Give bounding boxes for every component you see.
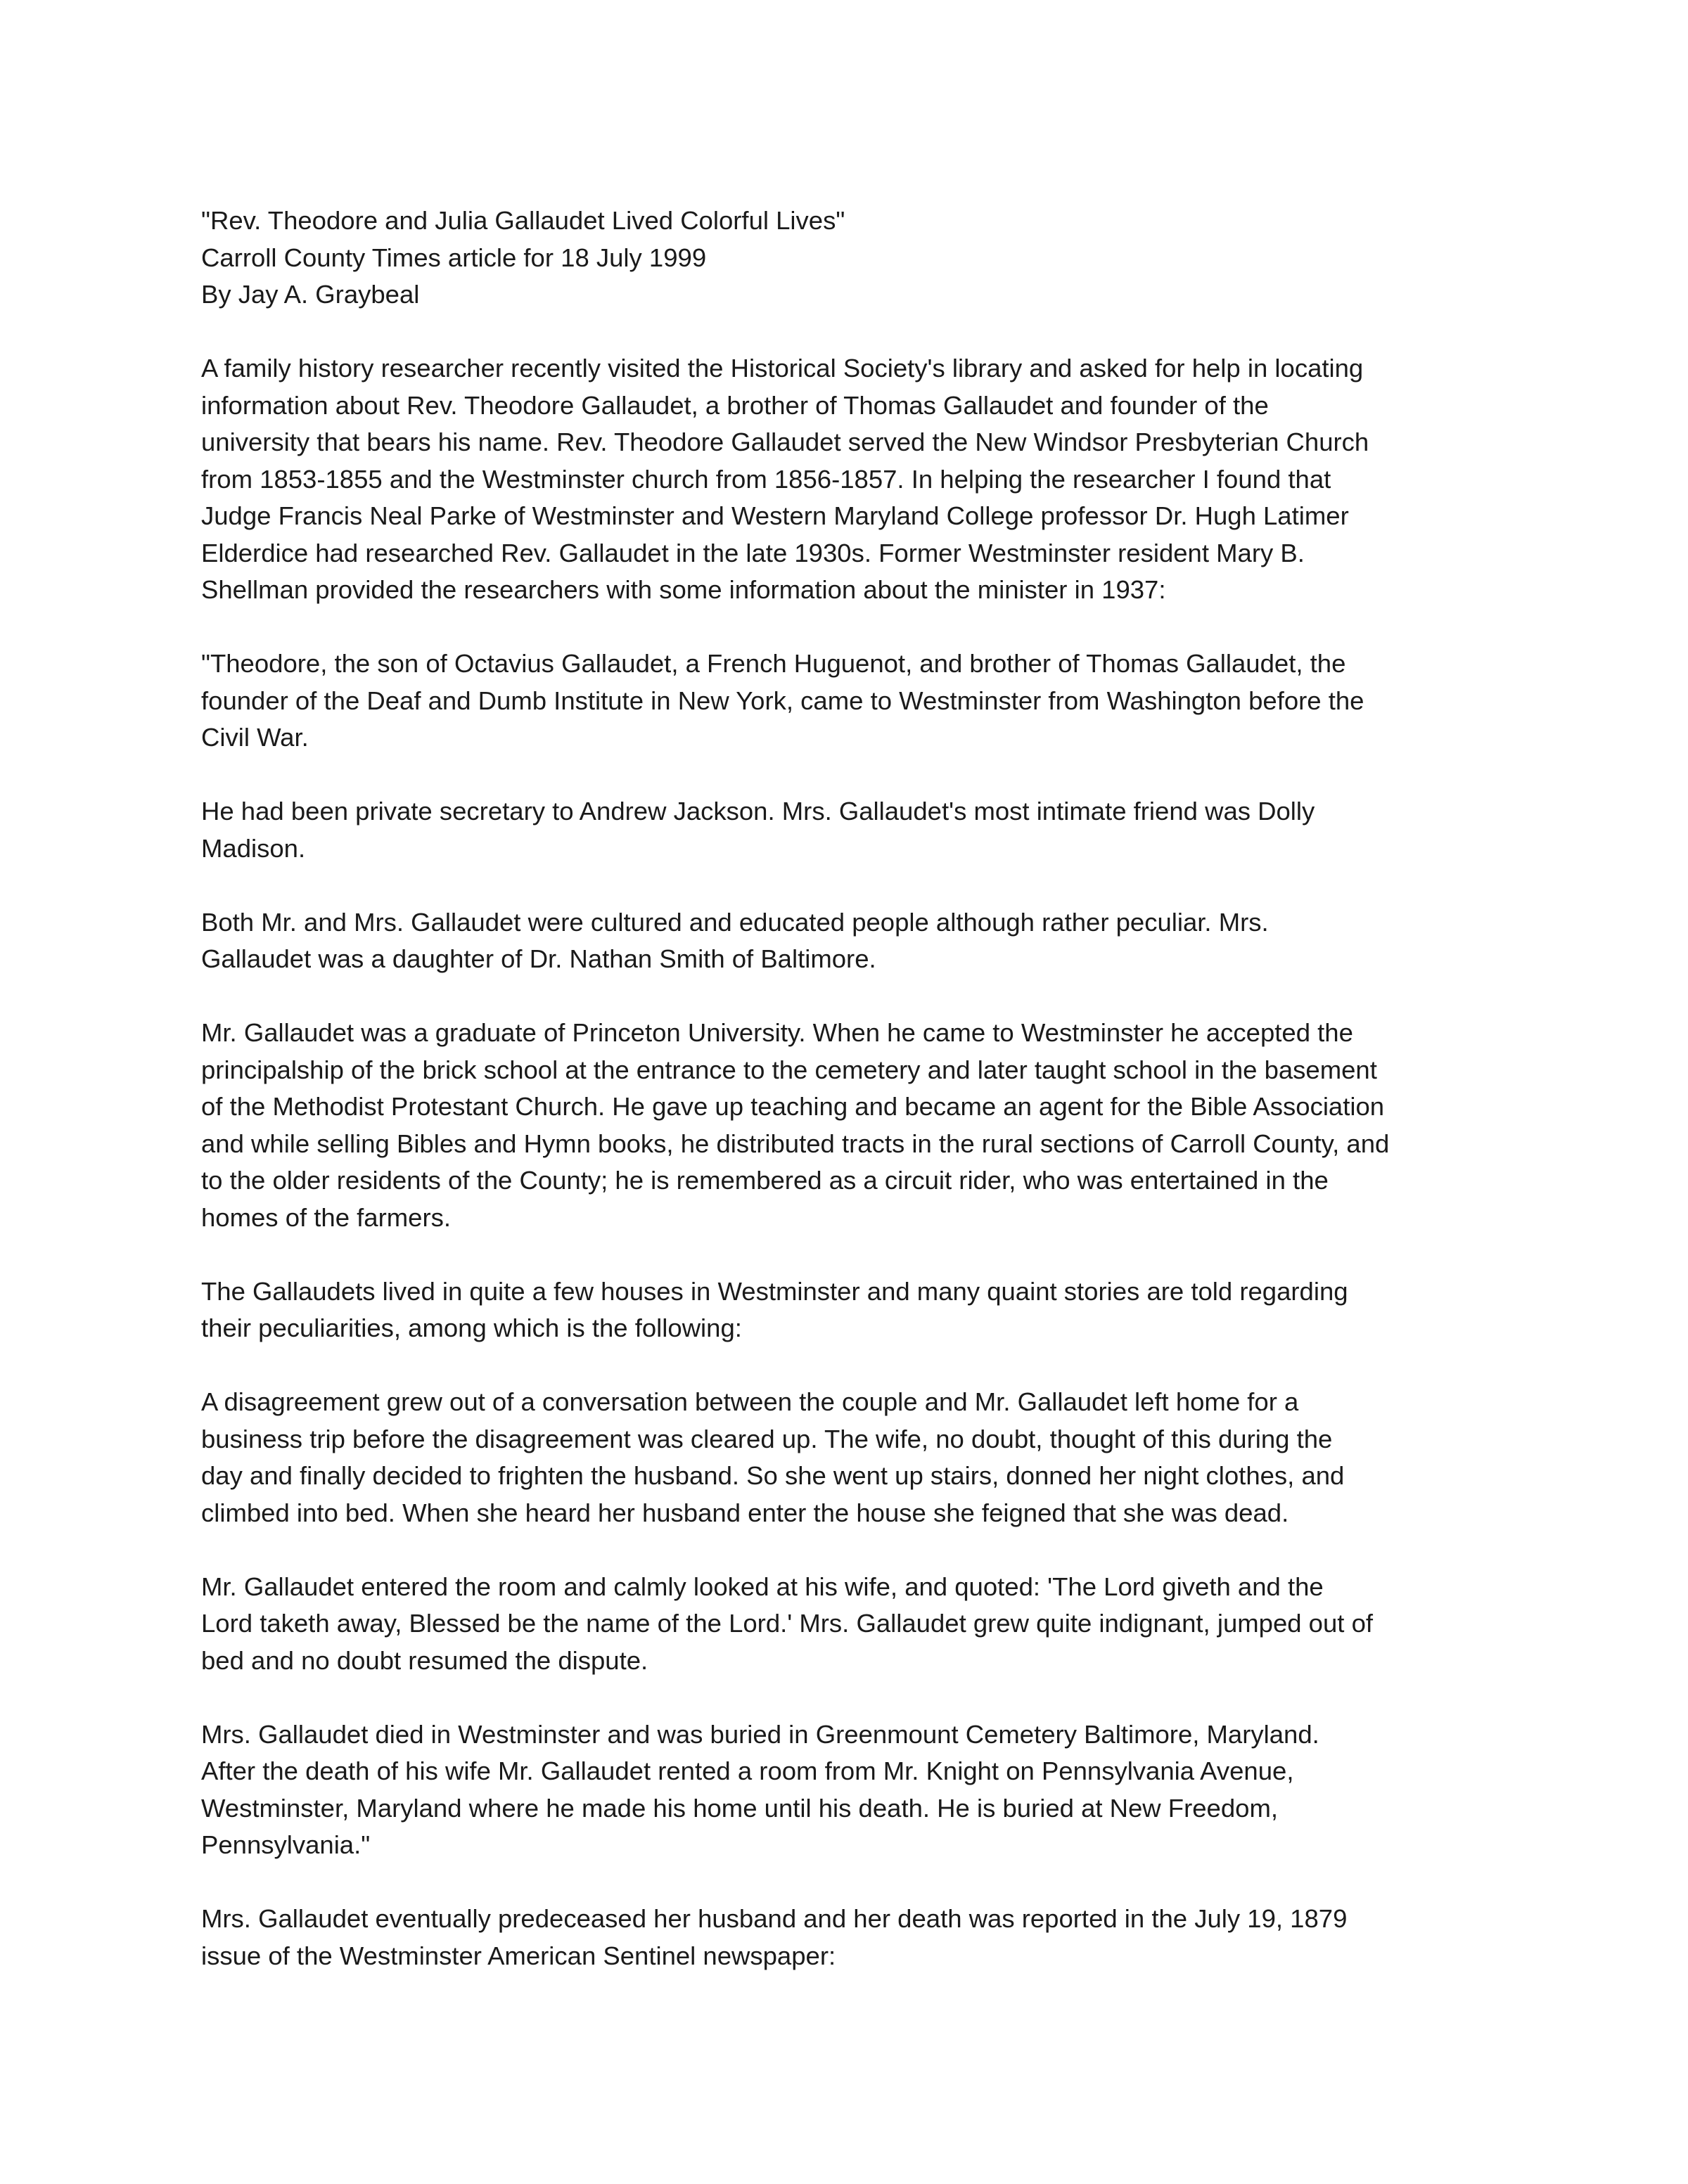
- text-line: Lord taketh away, Blessed be the name of the Lord.' Mrs. Gallaudet grew quite indignant, jumped out of: [201, 1609, 1374, 1638]
- article-body: [201, 350, 1537, 1974]
- text-line: day and finally decided to frighten the husband. So she went up stairs, donned her night clothes, and: [201, 1461, 1345, 1490]
- paragraph: [201, 1901, 1537, 1974]
- document-page: [201, 203, 1537, 2012]
- text-line: Judge Francis Neal Parke of Westminster and Western Maryland College professor Dr. Hugh Latimer: [201, 501, 1349, 530]
- text-line: business trip before the disagreement was cleared up. The wife, no doubt, thought of this during the: [201, 1424, 1333, 1453]
- article-title: "Rev. Theodore and Julia Gallaudet Lived Colorful Lives": [201, 206, 845, 235]
- article-byline: By Jay A. Graybeal: [201, 280, 420, 309]
- text-line: A family history researcher recently visited the Historical Society's library and asked for help in locating: [201, 354, 1364, 383]
- article-header: [201, 203, 1537, 314]
- text-line: Shellman provided the researchers with some information about the minister in 1937:: [201, 575, 1166, 604]
- text-line: Pennsylvania.": [201, 1830, 371, 1859]
- paragraph: [201, 1015, 1537, 1236]
- paragraph: [201, 904, 1537, 978]
- article-source: Carroll County Times article for 18 July 1999: [201, 243, 707, 272]
- text-line: issue of the Westminster American Sentinel newspaper:: [201, 1941, 836, 1970]
- text-line: After the death of his wife Mr. Gallaudet rented a room from Mr. Knight on Pennsylvania Avenue,: [201, 1756, 1294, 1785]
- text-line: Elderdice had researched Rev. Gallaudet in the late 1930s. Former Westminster resident Mary B.: [201, 538, 1305, 567]
- paragraph: [201, 1569, 1537, 1680]
- text-line: climbed into bed. When she heard her husband enter the house she feigned that she was dead.: [201, 1498, 1289, 1527]
- text-line: and while selling Bibles and Hymn books, he distributed tracts in the rural sections of Carroll County, and: [201, 1129, 1390, 1158]
- text-line: The Gallaudets lived in quite a few houses in Westminster and many quaint stories are told regarding: [201, 1276, 1348, 1306]
- text-line: Both Mr. and Mrs. Gallaudet were cultured and educated people although rather peculiar. Mrs.: [201, 907, 1269, 937]
- text-line: Civil War.: [201, 723, 309, 752]
- text-line: Mr. Gallaudet entered the room and calmly looked at his wife, and quoted: 'The Lord giveth and the: [201, 1572, 1324, 1601]
- text-line: Madison.: [201, 833, 306, 863]
- text-line: Mrs. Gallaudet died in Westminster and was buried in Greenmount Cemetery Baltimore, Maryland.: [201, 1719, 1319, 1749]
- text-line: university that bears his name. Rev. Theodore Gallaudet served the New Windsor Presbyterian Church: [201, 428, 1369, 456]
- text-line: "Theodore, the son of Octavius Gallaudet, a French Huguenot, and brother of Thomas Gallaudet, the: [201, 649, 1346, 678]
- text-line: Mrs. Gallaudet eventually predeceased her husband and her death was reported in the July 19, 1879: [201, 1904, 1348, 1933]
- text-line: information about Rev. Theodore Gallaudet, a brother of Thomas Gallaudet and founder of the: [201, 390, 1269, 420]
- text-line: of the Methodist Protestant Church. He gave up teaching and became an agent for the Bible Association: [201, 1092, 1385, 1121]
- paragraph: [201, 350, 1537, 609]
- text-line: principalship of the brick school at the entrance to the cemetery and later taught school in the basement: [201, 1055, 1377, 1084]
- text-line: A disagreement grew out of a conversation between the couple and Mr. Gallaudet left home for a: [201, 1387, 1299, 1416]
- paragraph: [201, 1716, 1537, 1864]
- text-line: to the older residents of the County; he is remembered as a circuit rider, who was entertained in the: [201, 1166, 1329, 1195]
- text-line: Westminster, Maryland where he made his home until his death. He is buried at New Freedom,: [201, 1793, 1279, 1823]
- text-line: Gallaudet was a daughter of Dr. Nathan Smith of Baltimore.: [201, 944, 876, 973]
- paragraph: [201, 645, 1537, 757]
- text-line: founder of the Deaf and Dumb Institute in New York, came to Westminster from Washington before the: [201, 686, 1364, 715]
- paragraph: [201, 1384, 1537, 1531]
- text-line: Mr. Gallaudet was a graduate of Princeton University. When he came to Westminster he accepted the: [201, 1018, 1353, 1047]
- text-line: their peculiarities, among which is the following:: [201, 1313, 742, 1342]
- text-line: He had been private secretary to Andrew Jackson. Mrs. Gallaudet's most intimate friend was Dolly: [201, 797, 1315, 826]
- text-line: from 1853-1855 and the Westminster church from 1856-1857. In helping the researcher I found that: [201, 464, 1331, 494]
- paragraph: [201, 793, 1537, 867]
- text-line: bed and no doubt resumed the dispute.: [201, 1645, 648, 1675]
- text-line: homes of the farmers.: [201, 1202, 452, 1232]
- paragraph: [201, 1273, 1537, 1347]
